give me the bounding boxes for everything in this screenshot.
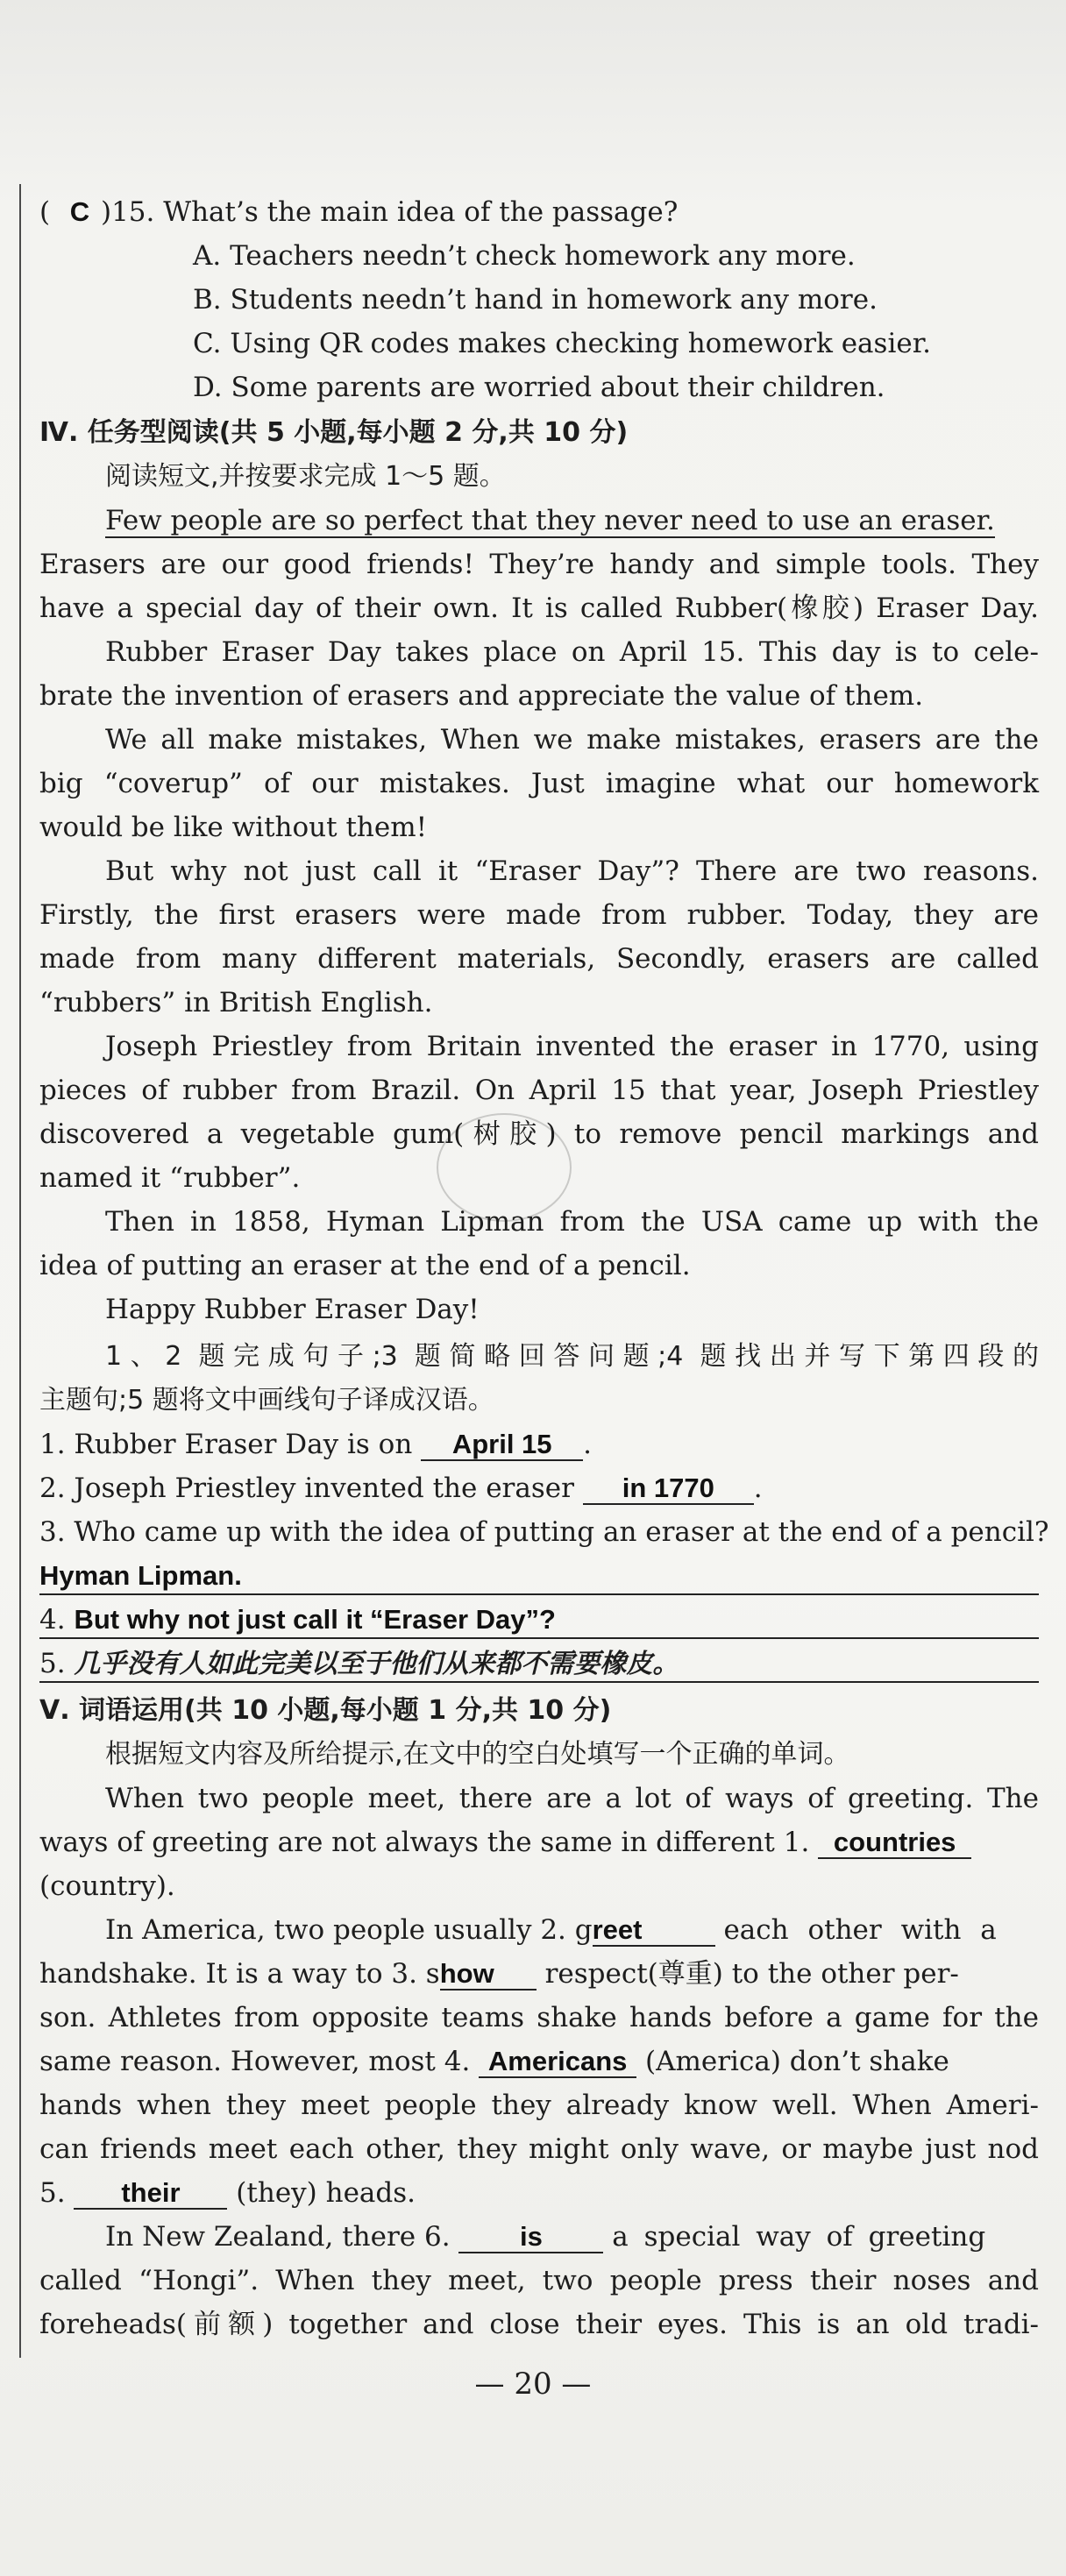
cloze-line: 5. their (they) heads. (39, 2177, 416, 2209)
blank-6: is (458, 2222, 603, 2253)
q15-answer: C (69, 196, 90, 227)
cloze-line: (country). (39, 1870, 175, 1902)
blank-5: their (74, 2178, 227, 2210)
passage-line: pieces of rubber from Brazil. On April 15 that year, Joseph Priestley (39, 1075, 1039, 1106)
cloze-line: ways of greeting are not always the same in different 1. countries (39, 1825, 1039, 1860)
passage-line: Happy Rubber Eraser Day! (105, 1294, 480, 1325)
cloze-line: foreheads(前额) together and close their eyes. This is an old tradi- (39, 2309, 1039, 2340)
passage-line: But why not just call it “Eraser Day”? There are two reasons. (105, 855, 1039, 887)
passage-line: Firstly, the first erasers were made from rubber. Today, they are (39, 899, 1039, 931)
task-q1: 1. Rubber Eraser Day is on April 15 . (39, 1429, 593, 1460)
q15-option-c: C. Using QR codes makes checking homework easier. (193, 328, 931, 359)
page-number: — 20 — (474, 2367, 592, 2402)
section5-instruction: 根据短文内容及所给提示,在文中的空白处填写一个正确的单词。 (105, 1739, 850, 1770)
passage-line: would be like without them! (39, 812, 428, 843)
q15-question: ( C )15. What’s the main idea of the passage? (39, 196, 679, 228)
passage-line: idea of putting an eraser at the end of a pencil. (39, 1250, 691, 1281)
q15-stem: 15. What’s the main idea of the passage? (111, 196, 679, 228)
passage-line: Erasers are our good friends! They’re handy and simple tools. They (39, 549, 1039, 580)
q1-answer-blank: April 15 (421, 1430, 583, 1461)
blank-4: Americans (479, 2047, 636, 2078)
passage-underlined-sentence: Few people are so perfect that they never need to use an eraser. (105, 505, 995, 536)
passage-line: made from many different materials, Secondly, erasers are called (39, 943, 1039, 975)
task-q5: 5. 几乎没有人如此完美以至于他们从来都不需要橡皮。 (39, 1648, 679, 1679)
cloze-line: hands when they meet people they already know well. When Ameri- (39, 2090, 1039, 2121)
passage-line: Then in 1858, Hyman Lipman from the USA came up with the (105, 1206, 1039, 1238)
passage-line: discovered a vegetable gum(树胶) to remove pencil markings and (39, 1118, 1039, 1150)
q15-option-d: D. Some parents are worried about their children. (193, 372, 885, 403)
q5-answer: 几乎没有人如此完美以至于他们从来都不需要橡皮。 (74, 1649, 679, 1679)
task-q3: 3. Who came up with the idea of putting an eraser at the end of a pencil? (39, 1516, 1049, 1548)
blank-1: countries (818, 1827, 971, 1859)
passage-line: have a special day of their own. It is called Rubber(橡胶) Eraser Day. (39, 593, 1039, 624)
passage-line: named it “rubber”. (39, 1162, 301, 1194)
passage-line: big “coverup” of our mistakes. Just imagine what our homework (39, 768, 1039, 799)
cloze-line: son. Athletes from opposite teams shake hands before a game for the (39, 2002, 1039, 2033)
task-instruction: 主题句;5 题将文中画线句子译成汉语。 (39, 1385, 494, 1416)
q3-answer: Hyman Lipman. (39, 1560, 242, 1591)
task-q4: 4. But why not just call it “Eraser Day”? (39, 1604, 556, 1636)
cloze-line: called “Hongi”. When they meet, two people press their noses and (39, 2265, 1039, 2296)
cloze-line: same reason. However, most 4. Americans (America) don’t shake (39, 2046, 949, 2077)
blank-3: how (440, 1959, 537, 1991)
passage-line: “rubbers” in British English. (39, 987, 433, 1018)
cloze-line: handshake. It is a way to 3. show respect(尊重) to the other per- (39, 1958, 959, 1990)
task-instruction: 1、2 题完成句子;3 题简略回答问题;4 题找出并写下第四段的 (105, 1341, 1039, 1372)
section4-heading: Ⅳ. 任务型阅读(共 5 小题,每小题 2 分,共 10 分) (39, 417, 629, 448)
passage-line: We all make mistakes, When we make mistakes, erasers are the (105, 724, 1039, 756)
answer-rule (39, 1681, 1039, 1683)
binding-margin-line (19, 184, 21, 2358)
q15-option-b: B. Students needn’t hand in homework any more. (193, 284, 878, 316)
section4-instruction: 阅读短文,并按要求完成 1～5 题。 (105, 461, 506, 492)
cloze-line: can friends meet each other, they might only wave, or maybe just nod (39, 2133, 1039, 2165)
passage-line: Rubber Eraser Day takes place on April 15. This day is to cele- (105, 636, 1039, 668)
cloze-line: When two people meet, there are a lot of ways of greeting. The (105, 1783, 1039, 1814)
passage-line: brate the invention of erasers and appreciate the value of them. (39, 680, 924, 712)
passage-line: Joseph Priestley from Britain invented the eraser in 1770, using (105, 1031, 1039, 1062)
q15-option-a: A. Teachers needn’t check homework any more. (193, 240, 856, 272)
q2-answer-blank: in 1770 (583, 1473, 754, 1505)
cloze-line: In New Zealand, there 6. is a special way of greeting (105, 2221, 986, 2253)
blank-2: reet (593, 1915, 715, 1947)
answer-rule (39, 1593, 1039, 1595)
task-q2: 2. Joseph Priestley invented the eraser in 1770 . (39, 1473, 763, 1504)
section5-heading: Ⅴ. 词语运用(共 10 小题,每小题 1 分,共 10 分) (39, 1695, 612, 1726)
q4-answer: But why not just call it “Eraser Day”? (74, 1604, 556, 1635)
cloze-line: In America, two people usually 2. greet each other with a (105, 1914, 997, 1946)
answer-rule (39, 1637, 1039, 1639)
